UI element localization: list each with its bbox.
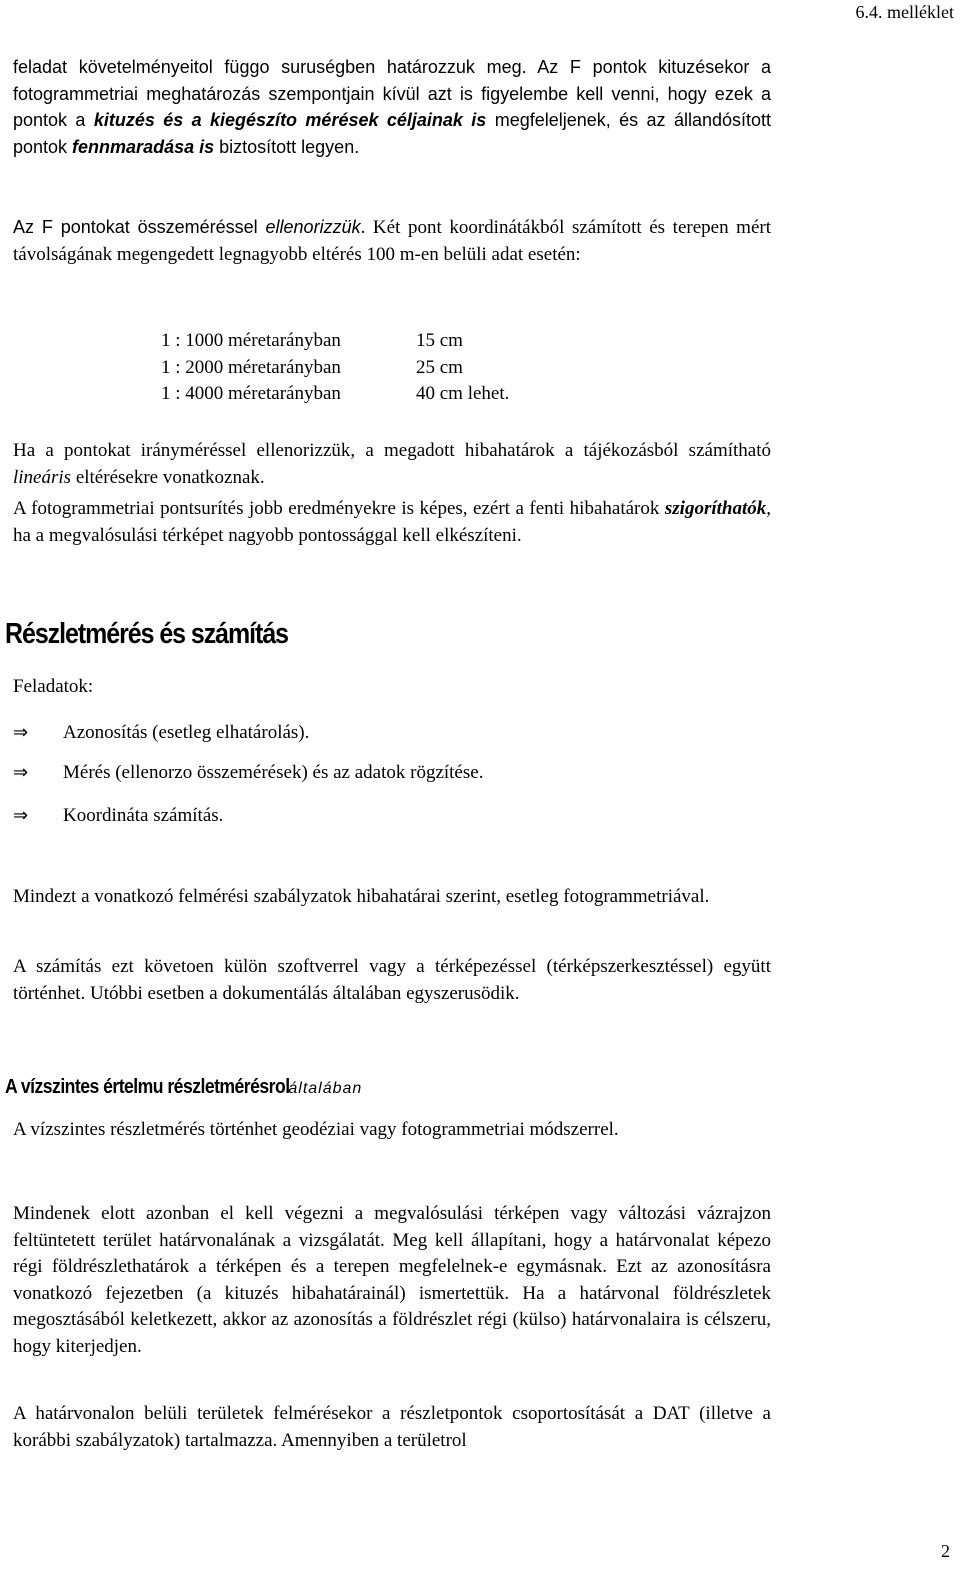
text-run: . Két pont koordinátákból számított és terepen mért távolságának megengedett legnagyobb eltérés 100 m-en belüli adat esetén:	[13, 217, 772, 265]
emphasis-text: szigoríthatók	[664, 498, 767, 519]
tasks-label: Feladatok:	[13, 676, 94, 697]
scale-cell: 1 : 1000 méretarányban	[161, 330, 341, 351]
list-item	[13, 720, 309, 746]
table-row	[161, 381, 509, 408]
list-item	[13, 760, 483, 786]
text-run: Ha a pontokat irányméréssel ellenorizzük, a megadott hibahatárok a tájékozásból számítható	[13, 440, 771, 461]
paragraph-horizontal: A vízszintes részletmérés történhet geodéziai vagy fotogrammetriai módszerrel.	[13, 1119, 619, 1140]
value-cell: 25 cm	[416, 356, 463, 378]
value-cell: 40 cm lehet.	[416, 383, 510, 405]
list-item	[13, 803, 223, 829]
section-title: Részletmérés és számítás	[5, 618, 289, 650]
emphasis-text: ellenorizzük	[265, 217, 361, 237]
arrow-icon: ⇒	[13, 722, 29, 743]
emphasis-text: fennmaradása is	[72, 136, 215, 157]
paragraph-rules: Mindezt a vonatkozó felmérési szabályzatok hibahatárai szerint, esetleg fotogrammetriával.	[13, 886, 710, 907]
table-row	[161, 355, 509, 382]
emphasis-text: lineáris	[13, 466, 72, 488]
table-row	[161, 328, 509, 355]
scale-cell: 1 : 2000 méretarányban	[161, 356, 341, 378]
arrow-icon: ⇒	[13, 762, 29, 783]
paragraph-check	[13, 214, 771, 268]
paragraph-f-points	[13, 54, 771, 160]
text-run: megfeleljenek, és az állandósított pontok	[13, 110, 772, 157]
text-run: biztosított legyen.	[214, 136, 360, 157]
page-number: 2	[941, 1541, 950, 1561]
paragraph-software: A számítás ezt követoen külön szoftverrel vagy a térképezéssel (térképszerkesztéssel) együtt történhet. Utóbbi esetben a dokumentálás általában egyszerusödik.	[13, 956, 771, 1004]
text-run: eltérésekre vonatkoznak.	[71, 466, 265, 488]
text-run: feladat követelményeitol függo suruségben határozzuk meg. Az F pontok kituzésekor a fotogrammetriai meghatározás szempontjain kívül azt is figyelembe kell venni, hogy ezek a pontok a	[13, 57, 771, 131]
emphasis-text: kituzés és a kiegészíto mérések céljainak is	[93, 110, 487, 131]
page-header-label: 6.4. melléklet	[855, 2, 954, 22]
list-item-text: Azonosítás (esetleg elhatárolás).	[63, 722, 310, 743]
subheading	[5, 1076, 362, 1099]
arrow-icon: ⇒	[13, 805, 29, 826]
paragraph-boundary: Mindenek elott azonban el kell végezni a megvalósulási térképen vagy változási vázrajzon feltüntetett terület határvonalának a vizsgálatát. Meg kell állapítani, hogy a határvonalat képezo régi földrészlethatárok a térképen és a terepen megfelelnek-e egymásnak. Ezt az azonosításra vonatkozó fejezetben (a kituzés hibahatárainál) ismertettük. Ha a határvonal földrészletek megosztásából keletkezett, akkor az azonosítás a földrészlet régi (külso) határvonalaira is célszeru, hogy kiterjedjen.	[13, 1203, 771, 1357]
list-item-text: Koordináta számítás.	[63, 805, 224, 826]
text-run: Az F pontokat összeméréssel	[13, 217, 266, 237]
list-item-text: Mérés (ellenorzo összemérések) és az adatok rögzítése.	[63, 762, 484, 783]
subheading-strong: A vízszintes értelmu részletmérésrol	[5, 1076, 290, 1098]
scale-tolerance-table	[161, 328, 509, 408]
value-cell: 15 cm	[416, 330, 463, 351]
paragraph-direction	[13, 438, 771, 491]
scale-cell: 1 : 4000 méretarányban	[161, 383, 341, 405]
text-run: A fotogrammetriai pontsurítés jobb eredményekre is képes, ezért a fenti hibahatárok	[13, 498, 665, 519]
subheading-light: általában	[288, 1080, 363, 1097]
paragraph-grouping: A határvonalon belüli területek felmérésekor a részletpontok csoportosítását a DAT (illetve a korábbi szabályzatok) tartalmazza. Amennyiben a területrol	[13, 1403, 771, 1451]
paragraph-densification	[13, 496, 771, 549]
text-run: , ha a megvalósulási térképet nagyobb pontossággal kell elkészíteni.	[13, 498, 771, 546]
